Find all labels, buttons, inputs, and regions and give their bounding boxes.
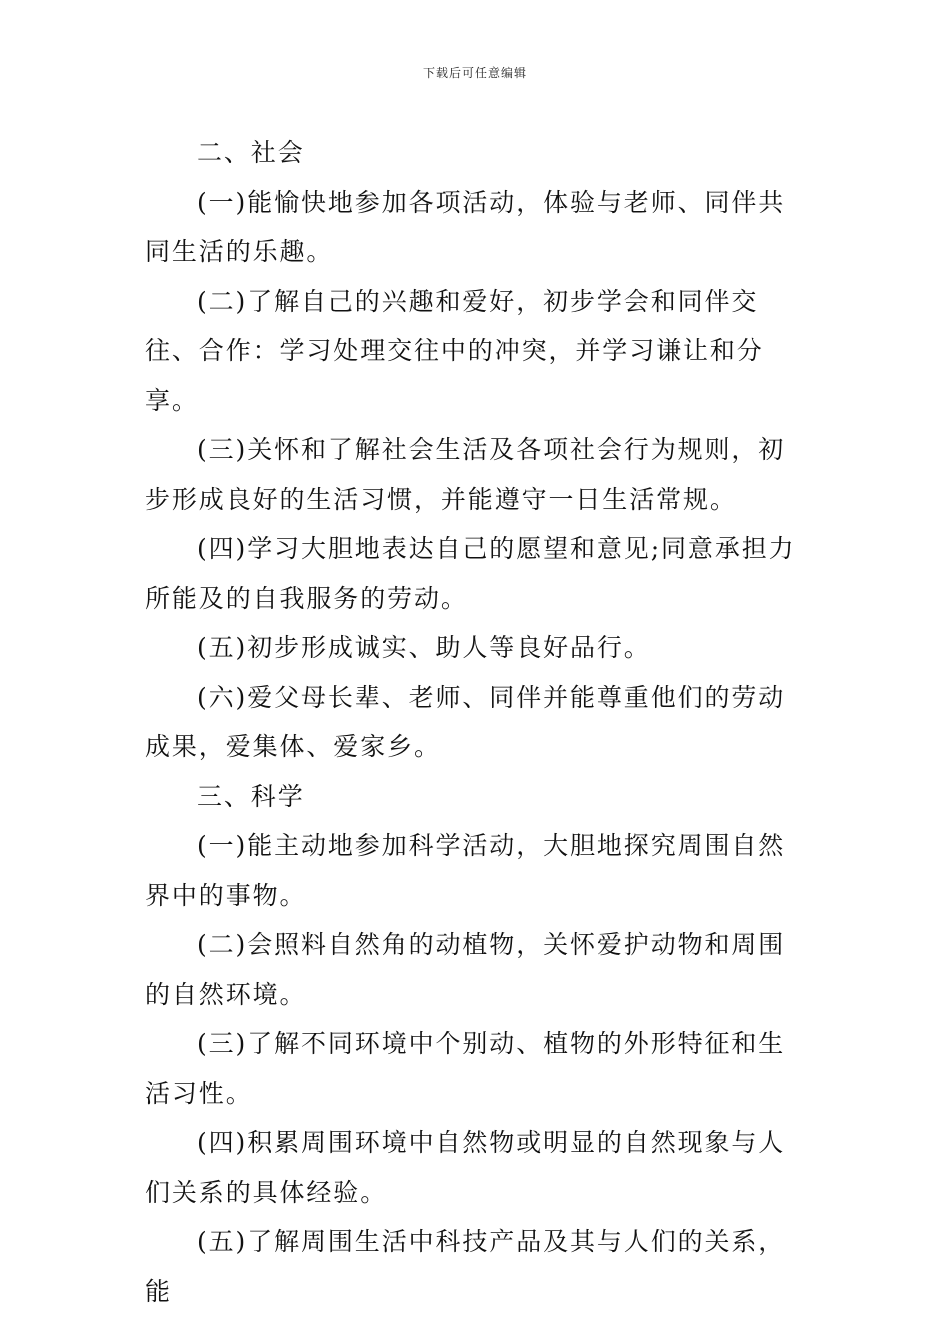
paragraph: (五)初步形成诚实、助人等良好品行。 [197,633,651,662]
paragraph: (二)会照料自然角的动植物，关怀爱护动物和周围的自然环境。 [145,930,786,1009]
paragraph: (二)了解自己的兴趣和爱好，初步学会和同伴交往、合作：学习处理交往中的冲突，并学习谦让和分享。 [145,286,764,415]
section-heading-social: 二、社会 [197,138,305,167]
paragraph: (六)爱父母长辈、老师、同伴并能尊重他们的劳动成果，爱集体、爱家乡。 [145,682,786,761]
paragraph: (一)能主动地参加科学活动，大胆地探究周围自然界中的事物。 [145,831,786,910]
section-heading-science: 三、科学 [197,781,305,811]
paragraph: (三)关怀和了解社会生活及各项社会行为规则，初步形成良好的生活习惯，并能遵守一日生活常规。 [145,435,786,514]
paragraph: (三)了解不同环境中个别动、植物的外形特征和生活习性。 [145,1029,786,1108]
page-header-note: 下载后可任意编辑 [422,66,527,80]
paragraph: (四)学习大胆地表达自己的愿望和意见;同意承担力所能及的自我服务的劳动。 [145,534,796,613]
paragraph: (五)了解周围生活中科技产品及其与人们的关系，能 [145,1227,786,1306]
paragraph: (四)积累周围环境中自然物或明显的自然现象与人们关系的具体经验。 [145,1128,786,1207]
paragraph: (一)能愉快地参加各项活动，体验与老师、同伴共同生活的乐趣。 [145,187,786,266]
document-body [145,128,810,1316]
